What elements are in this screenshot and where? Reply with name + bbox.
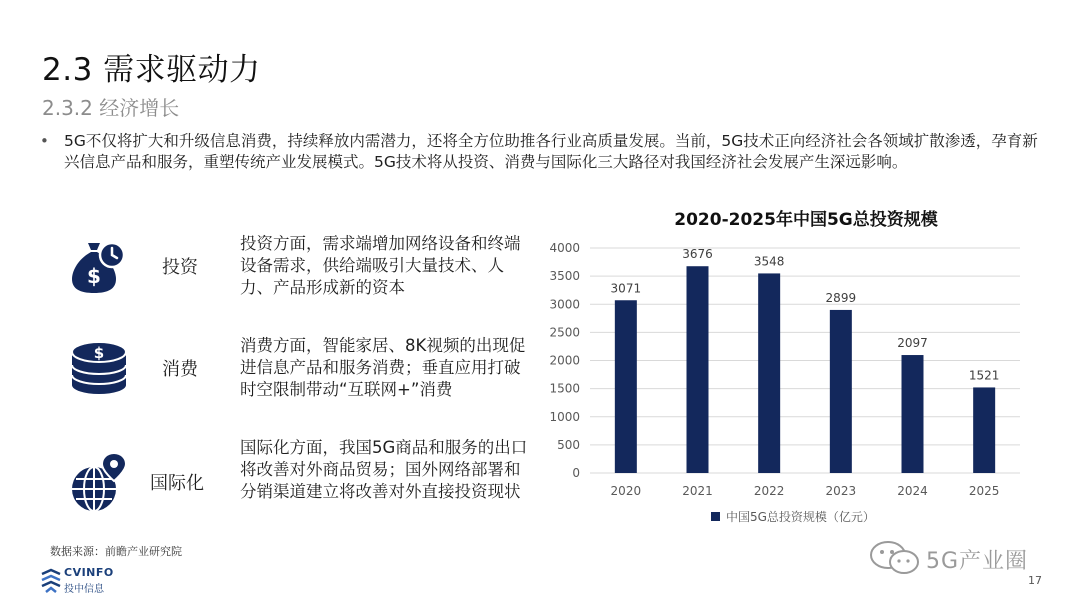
bar [687,266,709,473]
data-label: 3071 [610,281,642,296]
globe-pin-icon [66,449,132,515]
money-bag-clock-icon [66,233,132,299]
path-label: 国际化 [150,473,204,494]
x-tick-label: 2024 [897,484,928,498]
path-description: 国际化方面，我国5G商品和服务的出口将改善对外商品贸易；国外网络部署和分销渠道建立将改善对外直接投资现状 [240,438,528,501]
bar [830,310,852,473]
data-label: 3548 [753,254,785,269]
svg-text:$: $ [93,344,105,362]
data-label: 2097 [897,336,928,351]
coin-stack-icon [66,335,132,401]
path-description: 消费方面，智能家居、8K视频的出现促进信息产品和服务消费；垂直应用打破时空限制带动“互联网+”消费 [240,336,526,399]
bar [973,387,995,473]
y-tick-label: 1000 [549,409,580,424]
y-tick-label: 4000 [549,241,580,255]
y-tick-label: 3500 [549,269,580,284]
path-internationalization [66,437,526,507]
y-tick-label: 2000 [549,353,580,368]
page-subtitle: 2.3.2 经济增长 [42,96,180,120]
path-label: 投资 [162,257,198,278]
bar [615,300,637,473]
bar [902,355,924,473]
logo-line1: CVINFO [64,566,114,579]
cvinfo-logo [40,566,120,596]
legend-label: 中国5G总投资规模（亿元） [726,510,875,524]
logo-line2: 投中信息 [64,584,104,595]
data-label: 2899 [825,290,857,305]
chat-bubble-icon [868,540,922,576]
x-tick-label: 2022 [753,484,785,498]
y-tick-label: 500 [557,437,580,452]
intro-bullet [40,131,1040,173]
y-tick-label: 0 [572,466,580,480]
path-investment [66,233,526,303]
y-tick-label: 1500 [549,381,580,396]
bullet-marker: • [40,132,49,150]
path-consumption [66,335,526,405]
x-tick-label: 2025 [968,484,1000,498]
investment-bar-chart [536,205,1056,540]
data-label: 1521 [968,368,1000,383]
intro-text: 5G不仅将扩大和升级信息消费，持续释放内需潜力，还将全方位助推各行业高质量发展。当前，5G技术正向经济社会各领域扩散渗透，孕育新兴信息产品和服务，重塑传统产业发展模式。5G技术将从投资、消费与国际化三大路径对我国经济社会发展产生深远影响。 [64,132,1038,171]
y-tick-label: 3000 [549,297,580,312]
x-tick-label: 2021 [682,484,713,498]
chart-canvas [536,205,1056,540]
x-tick-label: 2020 [610,484,642,498]
page-number: 17 [1028,574,1042,587]
bar [758,273,780,473]
watermark [868,540,1048,576]
path-label: 消费 [162,359,198,380]
data-label: 3676 [682,247,713,262]
chart-title: 2020-2025年中国5G总投资规模 [674,210,938,230]
watermark-text: 5G产业圈 [926,549,1029,574]
data-source: 数据来源：前瞻产业研究院 [50,545,182,558]
logo-mark-icon [40,568,62,594]
x-tick-label: 2023 [825,484,857,498]
page-title: 2.3 需求驱动力 [42,52,261,88]
legend-swatch [711,512,720,521]
path-description: 投资方面，需求端增加网络设备和终端设备需求，供给端吸引大量技术、人力、产品形成新的资本 [240,234,521,297]
y-tick-label: 2500 [549,325,580,340]
svg-text:$: $ [87,264,101,288]
